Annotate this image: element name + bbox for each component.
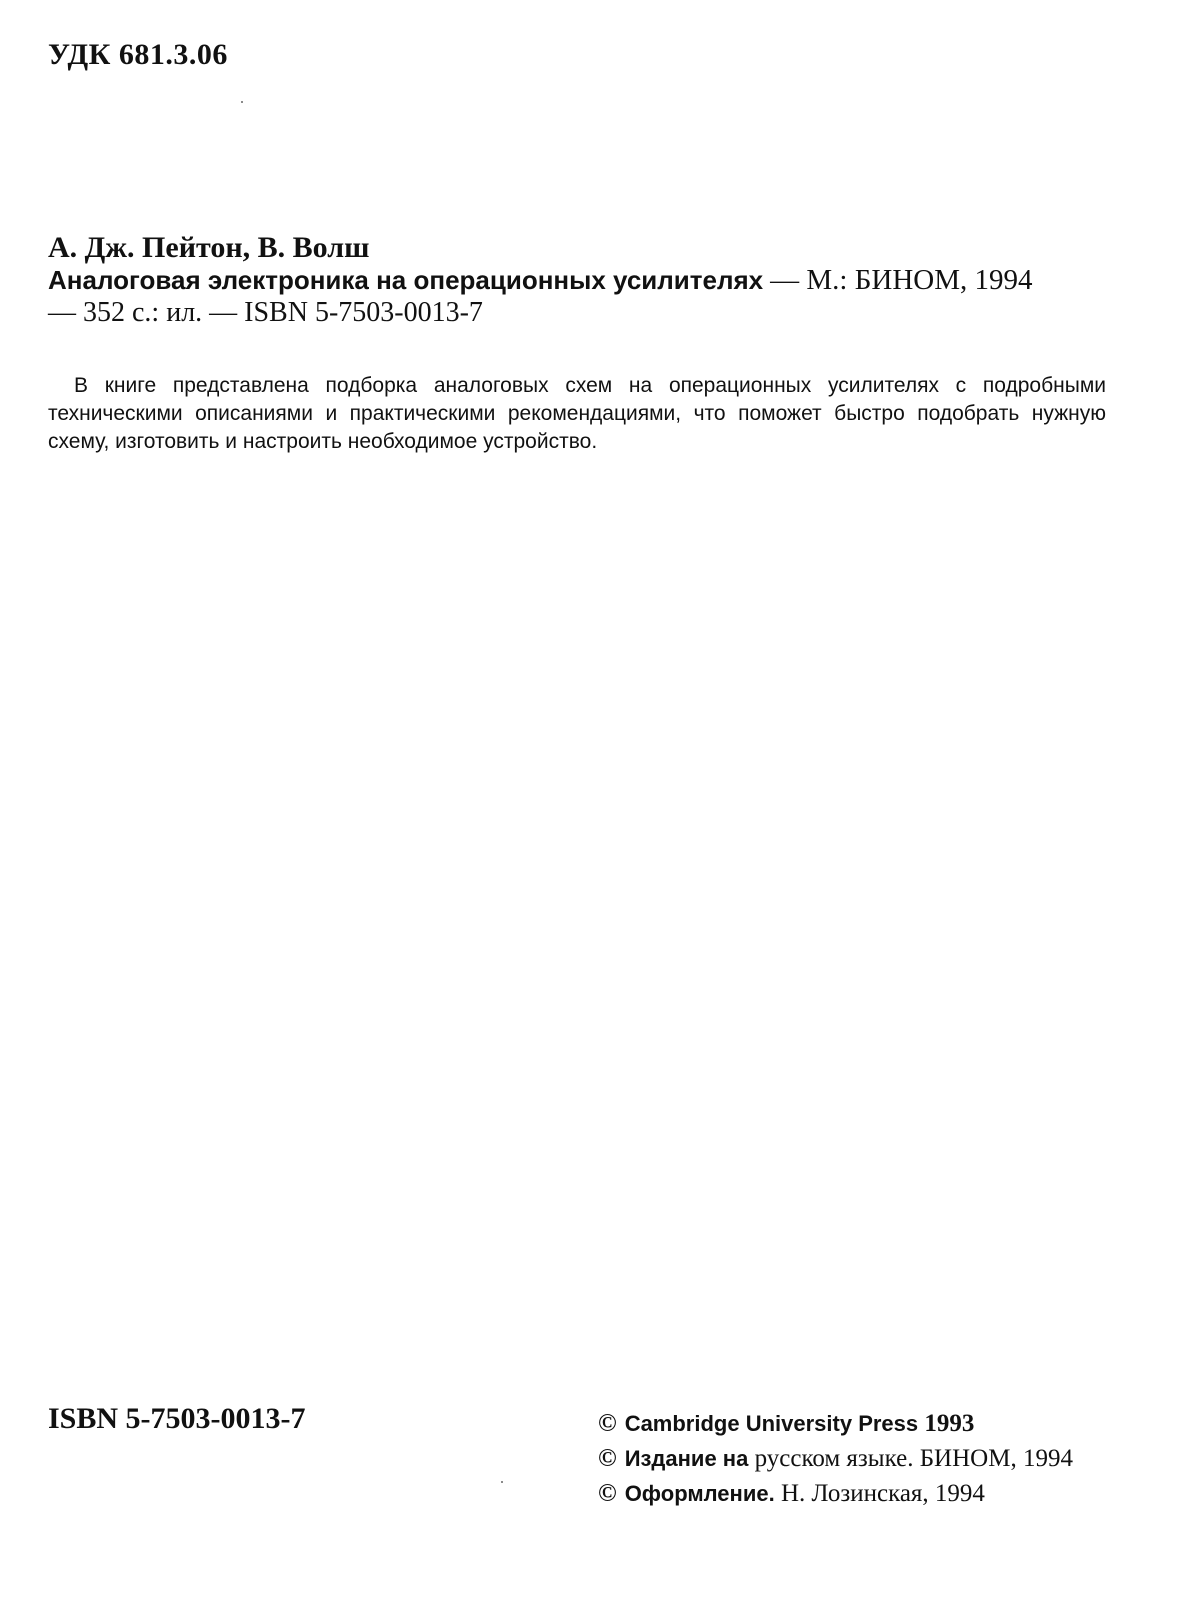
copyright-symbol: © <box>598 1410 617 1437</box>
pages-isbn-line: — 352 с.: ил. — ISBN 5-7503-0013-7 <box>48 297 483 328</box>
authors: А. Дж. Пейтон, В. Волш <box>48 231 370 264</box>
annotation: В книге представлена подборка аналоговых схем на операционных усилителях с подробными техническими описаниями и практическими рекомендациями, что поможет быстро подобрать нужную схему, изготовить и настроить необходимое устройство. <box>48 374 1106 453</box>
copyright-line-translation <box>598 1441 1073 1476</box>
title-line <box>48 264 1118 297</box>
copyright-line-design <box>598 1476 1073 1511</box>
copyright-line-original <box>598 1406 1073 1441</box>
copyright-symbol: © <box>598 1445 617 1472</box>
scan-speck <box>241 101 243 103</box>
copyright-year: 1993 <box>924 1410 975 1437</box>
scan-speck <box>501 1481 503 1483</box>
udk-code: УДК 681.3.06 <box>48 38 228 71</box>
imprint: — М.: БИНОМ, 1994 <box>770 264 1033 296</box>
copyright-block <box>598 1406 1073 1511</box>
copyright-rest: Н. Лозинская, 1994 <box>780 1480 985 1507</box>
copyright-owner: Издание на <box>624 1446 749 1471</box>
isbn: ISBN 5-7503-0013-7 <box>48 1402 306 1435</box>
copyright-symbol: © <box>598 1480 617 1507</box>
book-title: Аналоговая электроника на операционных усилителях <box>48 265 764 295</box>
bibliographic-record <box>48 232 1118 329</box>
copyright-owner: Cambridge University Press <box>624 1411 919 1436</box>
copyright-owner: Оформление. <box>624 1481 775 1506</box>
copyright-rest: русском языке. БИНОМ, 1994 <box>754 1445 1073 1472</box>
